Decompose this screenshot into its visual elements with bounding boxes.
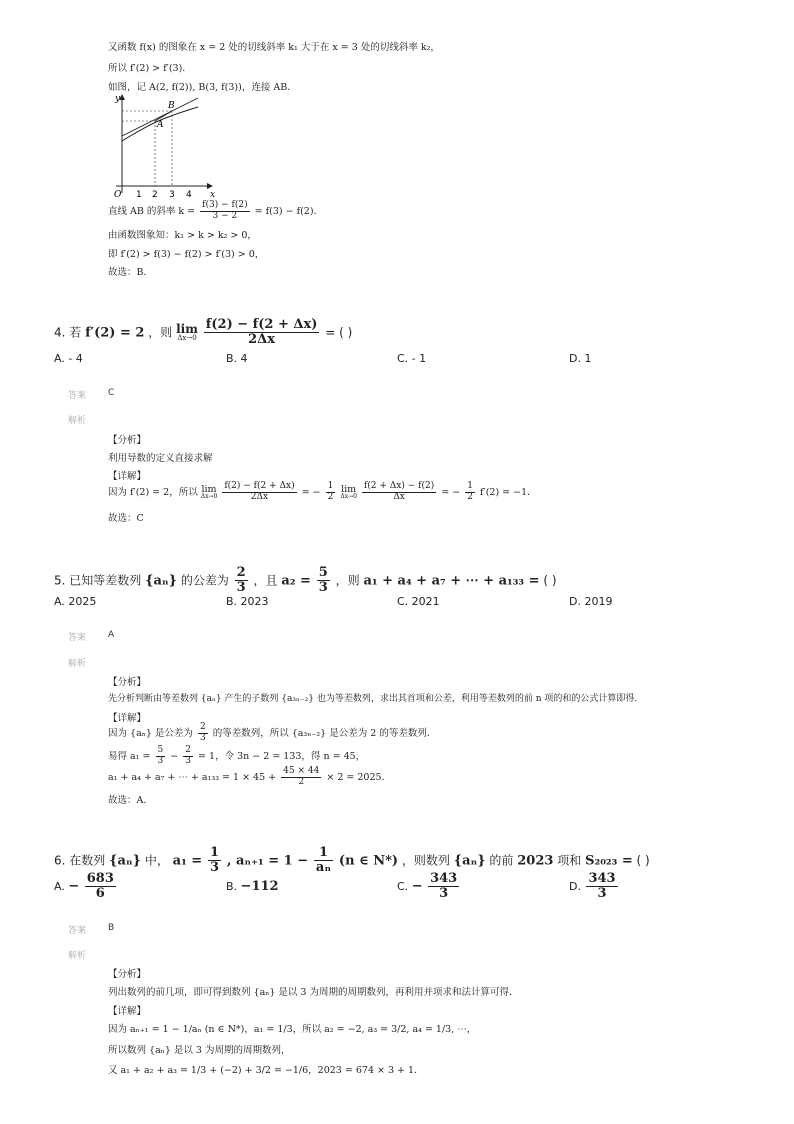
q4-xj-frac2 (362, 482, 436, 503)
q6-option-a-d: 6 (95, 886, 105, 902)
q6-option-d-frac (586, 872, 617, 902)
q6-option-c[interactable] (397, 872, 461, 902)
q5-d-d: 3 (236, 580, 246, 596)
q4-xj-sub2: Δx→0 (340, 493, 357, 501)
q5-sum: a₁ + a₄ + a₇ + ⋯ + a₁₃₃ = (363, 573, 540, 589)
slope-text: 直线 AB 的斜率 k = (108, 205, 196, 217)
q6-rec: , aₙ₊₁ = 1 − (226, 853, 309, 869)
q6-option-d-d: 3 (597, 886, 607, 902)
q4-denominator: 2Δx (248, 332, 276, 348)
q4-xj-half2-n: 1 (467, 481, 473, 491)
x-label: x (210, 190, 216, 200)
q4-answer-value: C (108, 388, 115, 398)
q5-xj2-frac2 (183, 746, 193, 767)
q5-a2-d: 3 (318, 580, 328, 596)
q5-xj2-d1: 3 (157, 755, 164, 766)
y-label: y (115, 94, 121, 104)
q5-xj3-n: 45 × 44 (283, 766, 320, 776)
q5-xj3-frac (281, 767, 321, 788)
q6-option-d-n: 343 (588, 871, 616, 886)
q6-a1: a₁ = (172, 853, 203, 869)
q6-option-c-frac (428, 872, 459, 902)
q4-xj-limit2 (340, 485, 357, 501)
q5-xj1-tail: 的等差数列，所以 {a₃ₙ₋₂} 是公差为 2 的等差数列． (212, 727, 437, 739)
tangent-line (122, 98, 198, 136)
q5-xiangjie-head: 【详解】 (108, 713, 147, 724)
q5-xj1-n: 2 (199, 722, 206, 732)
q4-xj-half2 (465, 482, 475, 503)
q6-xj-line1: 因为 aₙ₊₁ = 1 − 1/aₙ (n ∈ N*)，a₁ = 1/3，所以 a₂ = −2, a₃ = 3/2, a₄ = 1/3, ⋯， (108, 1024, 477, 1035)
q5-a2: a₂ = (281, 573, 311, 589)
q6-rec-frac (314, 846, 333, 876)
q4-option-a[interactable]: A. - 4 (54, 352, 83, 365)
q6-fenxi-text: 列出数列的前几项，即可得到数列 {aₙ} 是以 3 为周期的周期数列，再利用并项求和法计算可得． (108, 987, 519, 998)
q4-xj-mid2: = − (441, 486, 461, 498)
q5-xj3-tail: × 2 = 2025． (326, 771, 392, 783)
q5-xj-line2 (108, 746, 365, 767)
tick-4: 4 (186, 190, 192, 200)
q6-analysis-label: 解析 (68, 951, 87, 961)
q4-xj-lim2: lim (341, 483, 357, 495)
q4-xj-half (326, 482, 336, 503)
q6-option-b[interactable] (226, 879, 279, 894)
q6-option-c-sign: − (411, 878, 423, 894)
q5-option-b[interactable]: B. 2023 (226, 595, 269, 608)
q4-xj-end: f′(2) = −1． (480, 486, 537, 498)
q5-answer-label: 答案 (68, 633, 87, 643)
q5-a2-frac (317, 566, 330, 596)
q5-option-d[interactable]: D. 2019 (569, 595, 613, 608)
q6-stem-sum: 项和 (557, 853, 582, 868)
q6-rec-d: aₙ (315, 860, 332, 876)
q5-stem-prefix: 5. 已知等差数列 (54, 573, 142, 588)
tick-3: 3 (169, 190, 175, 200)
solution3-line6: 即 f′(2) > f(3) − f(2) > f′(3) > 0， (108, 249, 265, 260)
q5-fenxi-text: 先分析判断由等差数列 {aₙ} 产生的子数列 {a₃ₙ₋₂} 也为等差数列，求出其首项和公差，利用等差数列的前 n 项的和的公式计算即得． (108, 694, 644, 704)
q5-stem-suffix: ( ) (543, 573, 557, 588)
q5-xj2-minus: − (170, 750, 179, 762)
q6-stem-first: 的前 (489, 853, 514, 868)
q5-xj2-d2: 3 (185, 755, 192, 766)
q5-stem-then: ，则 (335, 573, 360, 588)
q5-stem-and: ，且 (253, 573, 278, 588)
tick-2: 2 (152, 190, 158, 200)
point-b-label: B (168, 101, 175, 111)
q5-answer-value: A (108, 630, 115, 640)
q4-lim-sub: Δx→0 (177, 334, 197, 343)
q5-xj1-frac (198, 723, 208, 744)
q4-xj-frac1 (222, 482, 296, 503)
q6-answer-value: B (108, 923, 115, 933)
solution3-line4 (108, 201, 323, 222)
q4-option-b[interactable]: B. 4 (226, 352, 248, 365)
q6-stem-in: 中， (144, 853, 169, 868)
q5-xj2-lead: 易得 a₁ = (108, 750, 151, 762)
q6-fenxi-head: 【分析】 (108, 969, 147, 980)
q6-rec-n: 1 (314, 846, 333, 861)
slope-numerator: f(3) − f(2) (202, 200, 248, 210)
slope-result: = f(3) − f(2)． (254, 205, 324, 217)
q5-choose: 故选：A． (108, 795, 153, 806)
q6-seq: {aₙ} (109, 853, 141, 869)
q6-option-d-letter: D. (569, 879, 581, 893)
q6-option-c-letter: C. (397, 879, 409, 893)
q6-option-d[interactable] (569, 872, 620, 902)
q5-xj3-d: 2 (298, 776, 305, 787)
q6-stem (54, 846, 650, 876)
q5-xj1-d: 3 (199, 732, 206, 743)
q6-a1-n: 1 (210, 845, 220, 860)
q6-answer-label: 答案 (68, 926, 87, 936)
q6-stem-prefix: 6. 在数列 (54, 853, 106, 868)
q4-answer-label: 答案 (68, 391, 87, 401)
q5-xj2-frac1 (156, 746, 166, 767)
q4-numerator: f(2) − f(2 + Δx) (205, 317, 318, 332)
q5-analysis-label: 解析 (68, 659, 87, 669)
q6-option-a-n: 683 (86, 871, 114, 886)
q6-seq2: {aₙ} (453, 853, 486, 869)
q4-xj-half-n: 1 (327, 481, 334, 491)
q6-option-a-frac (85, 872, 116, 902)
q6-xj-line2: 所以数列 {aₙ} 是以 3 为周期的周期数列， (108, 1045, 291, 1056)
q4-xj-d1: 2Δx (250, 491, 269, 502)
slope-denominator: 3 − 2 (212, 210, 238, 221)
q4-analysis-label: 解析 (68, 416, 87, 426)
q5-xj3-lead: a₁ + a₄ + a₇ + ⋯ + a₁₃₃ = 1 × 45 + (108, 771, 277, 783)
q4-option-c[interactable]: C. - 1 (397, 352, 427, 365)
q4-fenxi-text: 利用导数的定义直接求解 (108, 453, 213, 464)
q6-option-a[interactable] (54, 872, 118, 902)
q4-stem-then: ，则 (148, 325, 173, 340)
q4-limit (176, 323, 198, 342)
q4-stem (54, 318, 352, 348)
q6-option-c-n: 343 (430, 871, 458, 886)
q4-xj-limit1 (201, 485, 218, 501)
q6-stem-suffix: ( ) (636, 853, 650, 868)
q5-fenxi-head: 【分析】 (108, 677, 147, 688)
q4-lim-word: lim (176, 322, 198, 337)
point-a-label: A (157, 120, 164, 130)
q6-option-a-sign: − (68, 878, 80, 894)
q6-xiangjie-head: 【详解】 (108, 1006, 147, 1017)
q6-option-b-value: −112 (240, 879, 279, 894)
slope-fraction (200, 201, 249, 222)
q4-fenxi-head: 【分析】 (108, 435, 147, 446)
q4-xj-lim1: lim (201, 483, 217, 495)
q4-xj-n2: f(2 + Δx) − f(2) (363, 481, 435, 491)
q6-option-a-letter: A. (54, 879, 65, 893)
q4-xj-half2-d: 2 (467, 491, 473, 502)
q4-xj-mid: = − (301, 486, 321, 498)
q5-xj-line3 (108, 767, 391, 788)
tick-1: 1 (136, 190, 142, 200)
origin-label: O (114, 190, 122, 200)
q4-xj-lead: 因为 f′(2) = 2，所以 (108, 486, 198, 498)
q6-n2023: 2023 (517, 853, 554, 869)
q6-option-b-letter: B. (226, 880, 238, 893)
tangent-graph (108, 93, 220, 203)
q5-xj-line1 (108, 723, 436, 744)
solution3-line2: 所以 f′(2) > f′(3)． (108, 63, 192, 74)
q6-a1-d: 3 (210, 860, 220, 876)
q4-choose: 故选：C (108, 513, 144, 524)
q4-condition: f′(2) = 2 (85, 325, 145, 341)
q5-d-frac (235, 566, 248, 596)
q4-xiangjie-head: 【详解】 (108, 471, 147, 482)
q6-a1-frac (208, 846, 221, 876)
q4-xj-half-d: 2 (327, 491, 334, 502)
q4-xiangjie-body (108, 482, 537, 503)
q5-stem (54, 566, 557, 596)
q4-stem-prefix: 4. 若 (54, 325, 82, 340)
q4-fraction (204, 318, 320, 348)
q4-xj-d2: Δx (393, 491, 405, 502)
solution3-line3: 如图，记 A(2, f(2)), B(3, f(3))，连接 AB． (108, 82, 297, 93)
solution3-line5: 由函数图象知：k₁ > k > k₂ > 0， (108, 230, 257, 241)
q4-xj-sub1: Δx→0 (200, 493, 218, 501)
q6-rec-domain: (n ∈ N*) (338, 853, 399, 869)
q5-xj2-n2: 2 (185, 745, 192, 755)
q5-option-c[interactable]: C. 2021 (397, 595, 440, 608)
q5-d-n: 2 (236, 565, 246, 580)
q6-xj-line3: 又 a₁ + a₂ + a₃ = 1/3 + (−2) + 3/2 = −1/6，2023 = 674 × 3 + 1． (108, 1065, 424, 1076)
q6-stem-then: ，则数列 (401, 853, 450, 868)
q5-a2-n: 5 (318, 565, 328, 580)
q4-option-d[interactable]: D. 1 (569, 352, 592, 365)
q5-stem-d: 的公差为 (180, 573, 229, 588)
q6-s2023: S₂₀₂₃ = (585, 853, 633, 869)
q5-option-a[interactable]: A. 2025 (54, 595, 97, 608)
q4-xj-n1: f(2) − f(2 + Δx) (224, 481, 295, 491)
q6-option-c-d: 3 (439, 886, 449, 902)
q5-xj1-lead: 因为 {aₙ} 是公差为 (108, 727, 193, 739)
solution3-line1: 又函数 f(x) 的图象在 x = 2 处的切线斜率 k₁ 大于在 x = 3 处的切线斜率 k₂， (108, 42, 440, 53)
q5-seq: {aₙ} (145, 573, 177, 589)
q5-xj2-n1: 5 (157, 745, 164, 755)
q4-stem-suffix: = ( ) (325, 325, 353, 340)
solution3-line7: 故选：B． (108, 267, 153, 278)
q5-xj2-tail: = 1，令 3n − 2 = 133，得 n = 45， (198, 750, 366, 762)
